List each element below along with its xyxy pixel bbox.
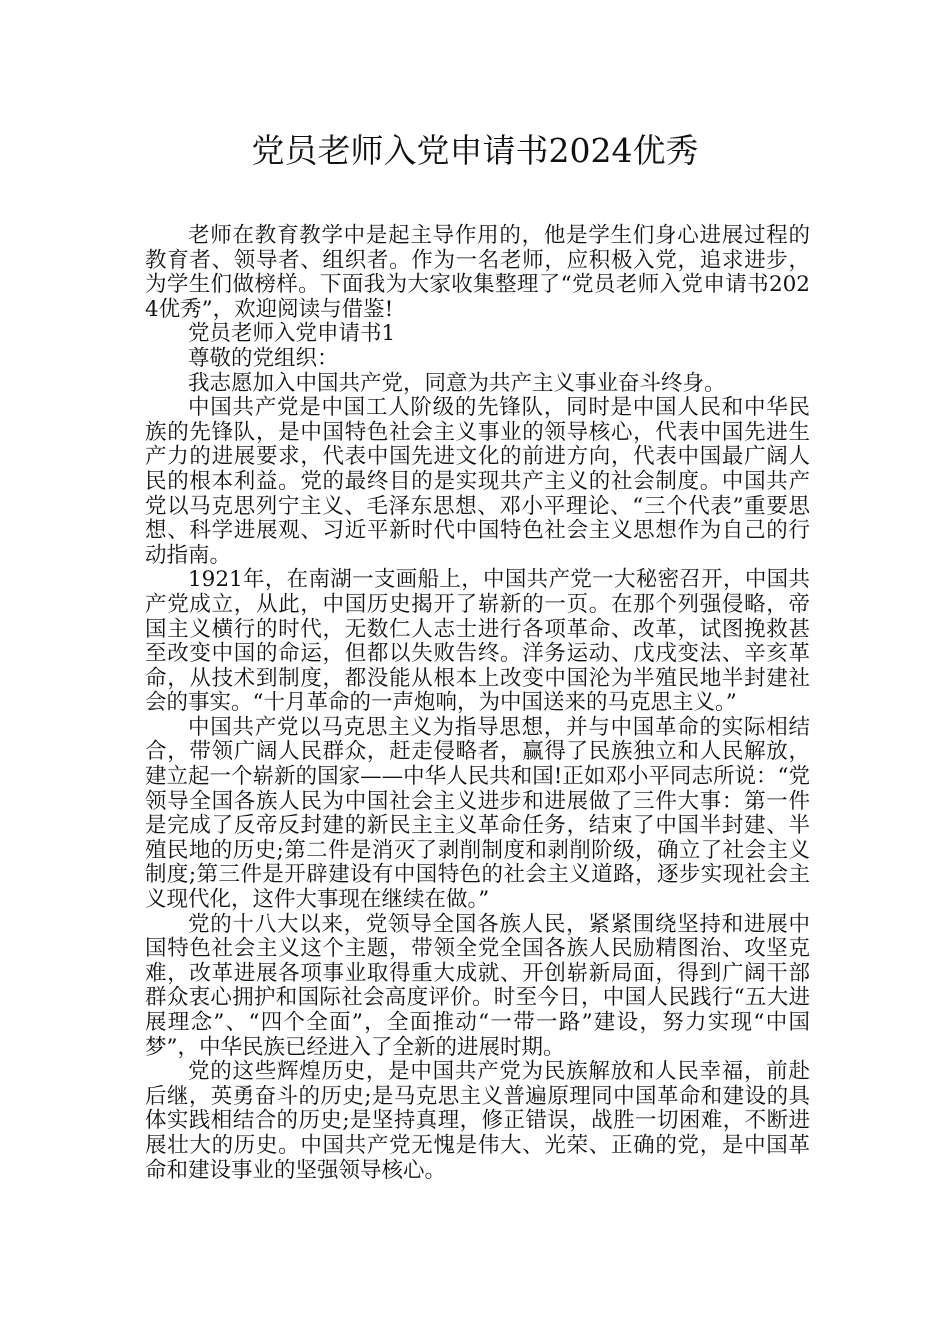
salutation: 尊敬的党组织：: [188, 345, 339, 371]
section-heading: 党员老师入党申请书1: [188, 321, 396, 347]
body-paragraph: 中国共产党以马克思主义为指导思想，并与中国革命的实际相结合，带领广阔人民群众，赶走侵略者，赢得了民族独立和人民解放，建立起一个崭新的国家——中华人民共和国!正如邓小平同志所说：“党领导全国各族人民为中国社会主义进步和进展做了三件大事：第一件是完成了反帝反封建的新民主主义革命任务，结束了中国半封建、半殖民地的历史;第二件是消灭了剥削制度和剥削阶级，确立了社会主义制度;第三件是开辟建设有中国特色的社会主义道路，逐步实现社会主义现代化，这件大事现在继续在做。”: [145, 714, 810, 913]
body-paragraph: 中国共产党是中国工人阶级的先锋队，同时是中国人民和中华民族的先锋队，是中国特色社会主义事业的领导核心，代表中国先进生产力的进展要求，代表中国先进文化的前进方向，代表中国最广阔人民的根本利益。党的最终目的是实现共产主义的社会制度。中国共产党以马克思列宁主义、毛泽东思想、邓小平理论、“三个代表”重要思想、科学进展观、习近平新时代中国特色社会主义思想作为自己的行动指南。: [145, 395, 810, 568]
body-paragraph: 我志愿加入中国共产党，同意为共产主义事业奋斗终身。: [188, 370, 726, 396]
document-body: [145, 224, 810, 1183]
body-paragraph: 1921年，在南湖一支画船上，中国共产党一大秘密召开，中国共产党成立，从此，中国历史揭开了崭新的一页。在那个列强侵略，帝国主义横行的时代，无数仁人志士进行各项革命、改革，试图挽救甚至改变中国的命运，但都以失败告终。洋务运动、戊戌变法、辛亥革命，从技术到制度，都没能从根本上改变中国沦为半殖民地半封建社会的事实。“十月革命的一声炮响，为中国送来的马克思主义。”: [145, 567, 810, 716]
document-title: 党员老师入党申请书2024优秀: [251, 131, 699, 170]
body-paragraph: 党的十八大以来，党领导全国各族人民，紧紧围绕坚持和进展中国特色社会主义这个主题，带领全党全国各族人民励精图治、攻坚克难，改革进展各项事业取得重大成就、开创崭新局面，得到广阔干部群众衷心拥护和国际社会高度评价。时至今日，中国人民践行“五大进展理念”、“四个全面”，全面推动“一带一路”建设，努力实现“中国梦”，中华民族已经进入了全新的进展时期。: [145, 911, 810, 1060]
intro-paragraph: 老师在教育教学中是起主导作用的，他是学生们身心进展过程的教育者、领导者、组织者。作为一名老师，应积极入党，追求进步，为学生们做榜样。下面我为大家收集整理了“党员老师入党申请书2024优秀”，欢迎阅读与借鉴!: [145, 223, 810, 322]
body-paragraph: 党的这些辉煌历史，是中国共产党为民族解放和人民幸福，前赴后继，英勇奋斗的历史;是马克思主义普遍原理同中国革命和建设的具体实践相结合的历史;是坚持真理，修正错误，战胜一切困难，不断进展壮大的历史。中国共产党无愧是伟大、光荣、正确的党，是中国革命和建设事业的坚强领导核心。: [145, 1059, 810, 1183]
